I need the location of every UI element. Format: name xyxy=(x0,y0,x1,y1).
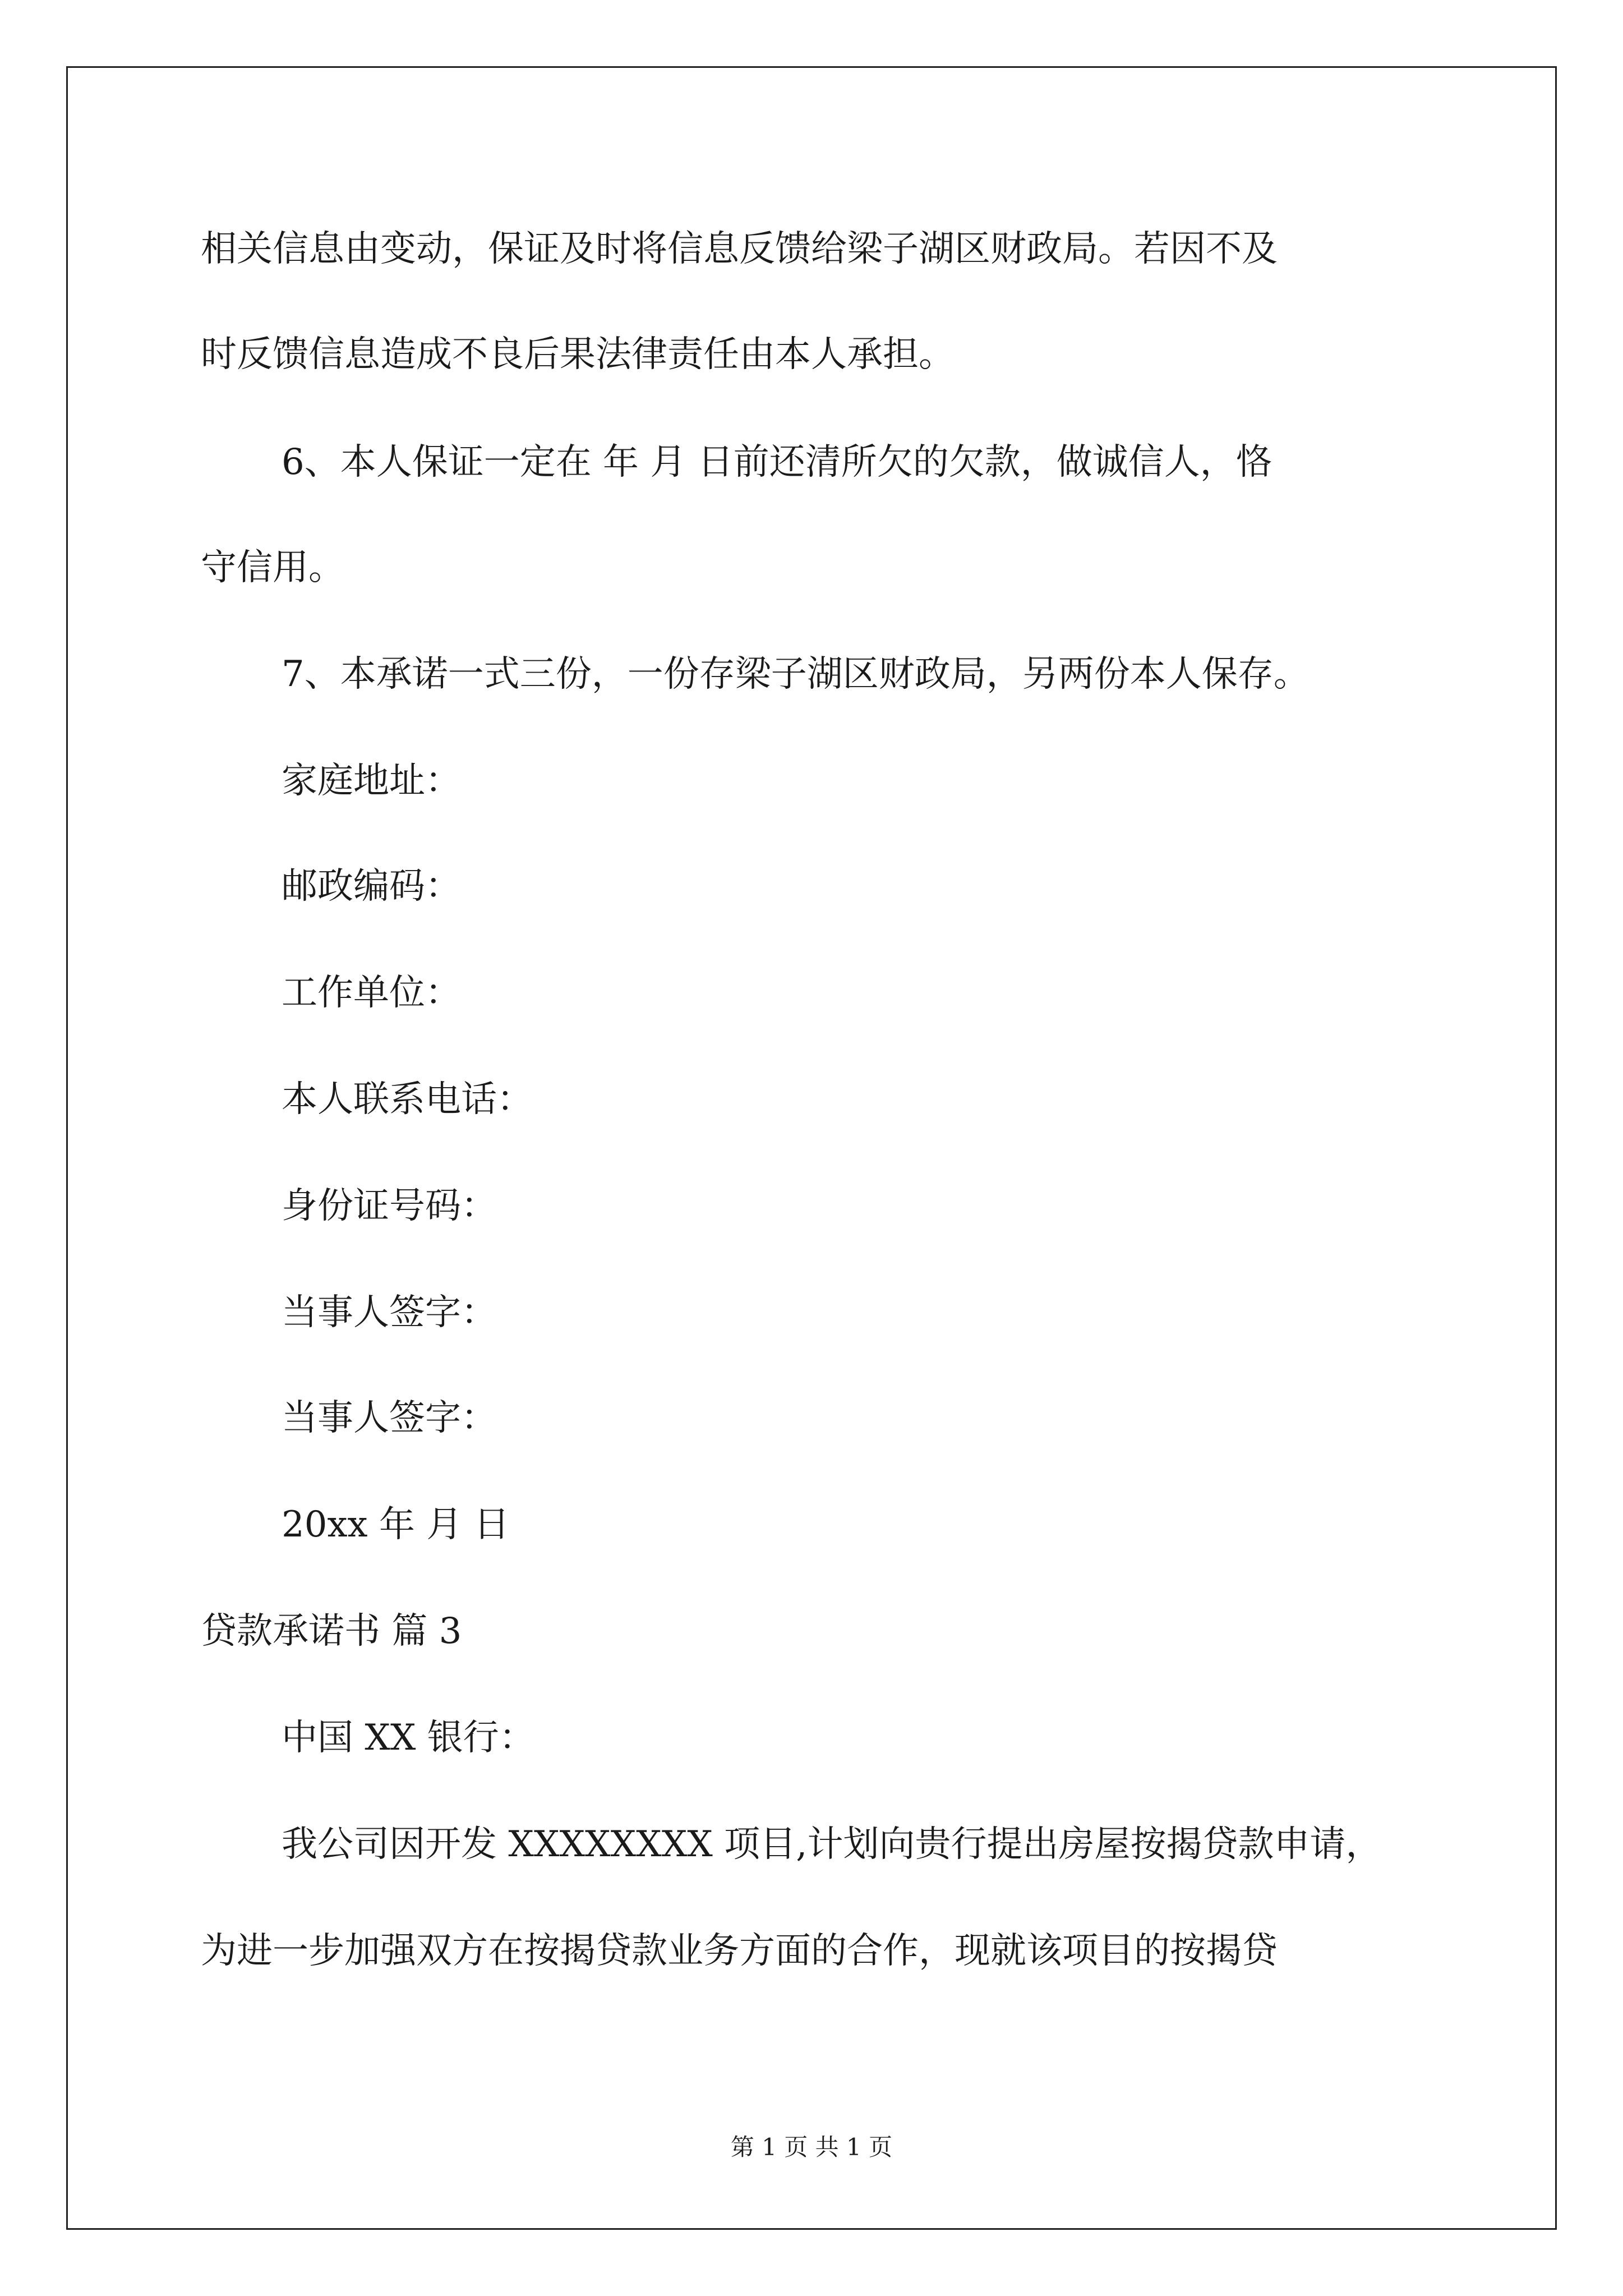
form-field-label: 当事人签字： xyxy=(282,1292,497,1333)
date-line: 20xx 年 月 日 xyxy=(282,1504,510,1545)
paragraph-line: 相关信息由变动，保证及时将信息反馈给梁子湖区财政局。若因不及 xyxy=(201,228,1278,270)
form-field-label: 邮政编码： xyxy=(282,866,461,907)
paragraph-line: 我公司因开发 XXXXXXXX 项目,计划向贵行提出房屋按揭贷款申请， xyxy=(282,1824,1382,1865)
form-field-label: 身份证号码： xyxy=(282,1185,497,1227)
page-border xyxy=(66,66,1557,2230)
form-field-label: 工作单位： xyxy=(282,972,461,1014)
form-field-label: 家庭地址： xyxy=(282,760,461,802)
salutation: 中国 XX 银行： xyxy=(282,1717,535,1759)
paragraph-line: 时反馈信息造成不良后果法律责任由本人承担。 xyxy=(201,334,955,375)
form-field-label: 本人联系电话： xyxy=(282,1079,533,1120)
paragraph-line: 守信用。 xyxy=(201,547,344,588)
page-number-footer: 第 1 页 共 1 页 xyxy=(730,2133,893,2161)
section-heading: 贷款承诺书 篇 3 xyxy=(201,1611,462,1652)
paragraph-line: 6、本人保证一定在 年 月 日前还清所欠的欠款，做诚信人，恪 xyxy=(282,441,1272,483)
form-field-label: 当事人签字： xyxy=(282,1397,497,1439)
paragraph-line: 7、本承诺一式三份，一份存梁子湖区财政局，另两份本人保存。 xyxy=(282,654,1310,695)
paragraph-line: 为进一步加强双方在按揭贷款业务方面的合作，现就该项目的按揭贷 xyxy=(201,1930,1278,1972)
